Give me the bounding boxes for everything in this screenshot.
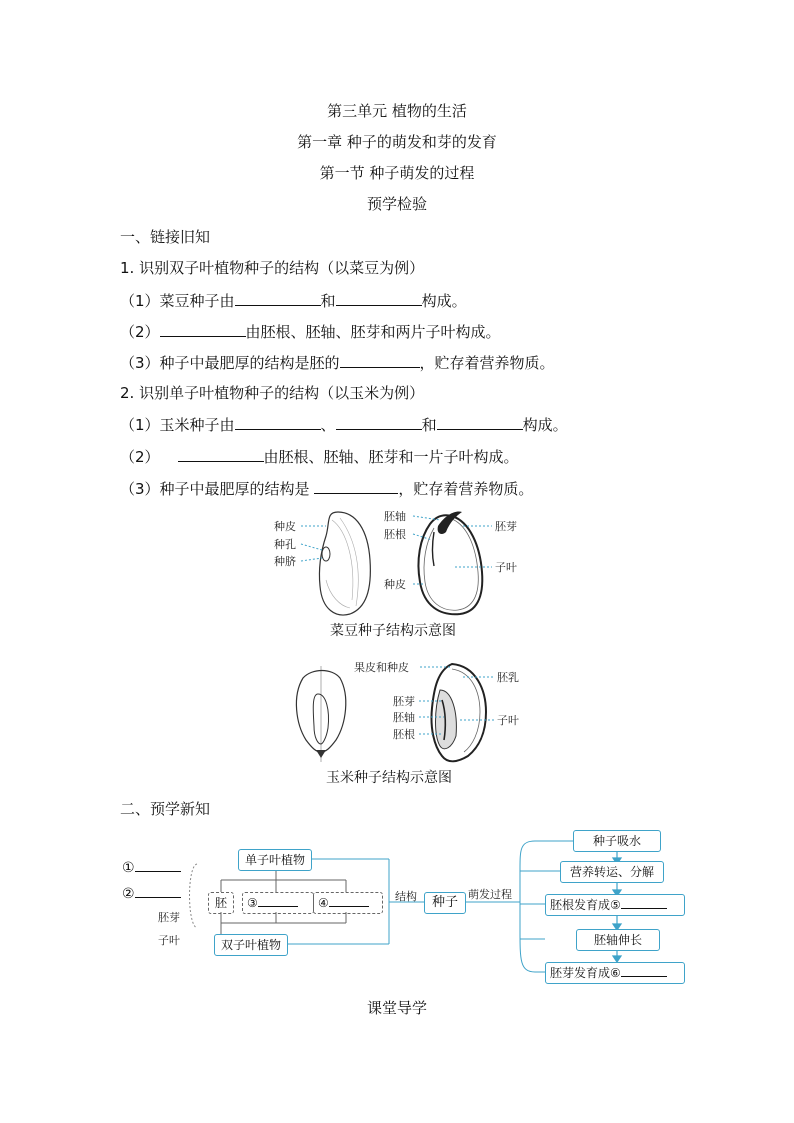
q2-line3: （3）种子中最肥厚的结构是 ，贮存着营养物质。 [120,480,534,498]
q1-title: 1. 识别双子叶植物种子的结构（以菜豆为例） [120,259,425,277]
q1-line1: （1）菜豆种子由 和 构成。 [120,292,467,310]
label-peigen: 胚根 [384,528,406,541]
blank[interactable] [258,894,298,907]
bean-caption: 菜豆种子结构示意图 [330,623,456,639]
blank[interactable] [621,896,667,909]
label-corn-ziye: 子叶 [497,714,519,727]
part1-heading: 一、链接旧知 [120,228,211,246]
label-zhongpi: 种皮 [274,520,296,533]
label-peiru: 胚乳 [497,671,519,684]
q2-title: 2. 识别单子叶植物种子的结构（以玉米为例） [120,384,425,402]
monocot-box: 单子叶植物 [238,849,312,871]
bean-inner-drawing [418,512,482,615]
blank[interactable] [135,857,181,872]
section-title: 第一节 种子萌发的过程 [319,164,475,182]
q2-line1: （1）玉米种子由 、 和 构成。 [120,416,568,434]
chapter-title: 第一章 种子的萌发和芽的发育 [297,133,497,151]
box-4: ④ [313,892,383,914]
label-ziye: 子叶 [495,561,517,574]
label-peizhou: 胚轴 [384,510,406,523]
corn-inner-drawing [431,664,486,761]
pei-box: 胚 [208,892,234,914]
label-corn-peizhou: 胚轴 [393,711,415,724]
left-ziye: 子叶 [158,934,180,947]
label-zhongpi2: 种皮 [384,578,406,591]
blank[interactable] [329,894,369,907]
process-step-3: 胚根发育成⑤ [545,894,685,916]
germination-label: 萌发过程 [468,888,512,901]
blank[interactable] [621,964,667,977]
left-peiya: 胚芽 [158,911,180,924]
label-corn-peigen: 胚根 [393,728,415,741]
label-zhongkong: 种孔 [274,538,296,551]
process-step-4: 胚轴伸长 [576,929,660,951]
blank[interactable] [135,883,181,898]
process-step-5: 胚芽发育成⑥ [545,962,685,984]
part2-heading: 二、预学新知 [120,800,211,818]
corn-caption: 玉米种子结构示意图 [326,770,452,786]
dicot-box: 双子叶植物 [214,934,288,956]
q1-line3: （3）种子中最肥厚的结构是胚的 ，贮存着营养物质。 [120,354,555,372]
process-step-1: 种子吸水 [573,830,661,852]
label-peiya: 胚芽 [495,520,517,533]
box-3: ③ [242,892,314,914]
q1-line2: （2） 由胚根、胚轴、胚芽和两片子叶构成。 [120,323,501,341]
process-step-2: 营养转运、分解 [560,861,664,883]
bean-outer-drawing [319,512,370,615]
answer-2: ② [122,883,181,903]
seed-box: 种子 [424,892,466,914]
label-zhongqi: 种脐 [274,555,296,568]
label-corn-peiya: 胚芽 [393,695,415,708]
q2-line2: （2） 由胚根、胚轴、胚芽和一片子叶构成。 [120,448,519,466]
structure-label: 结构 [395,890,417,903]
subtitle: 预学检验 [366,195,427,213]
label-guopi: 果皮和种皮 [354,661,409,674]
corn-outer-drawing [296,666,345,762]
answer-1: ① [122,857,181,877]
unit-title: 第三单元 植物的生活 [327,102,467,120]
footer-title: 课堂导学 [366,999,427,1017]
